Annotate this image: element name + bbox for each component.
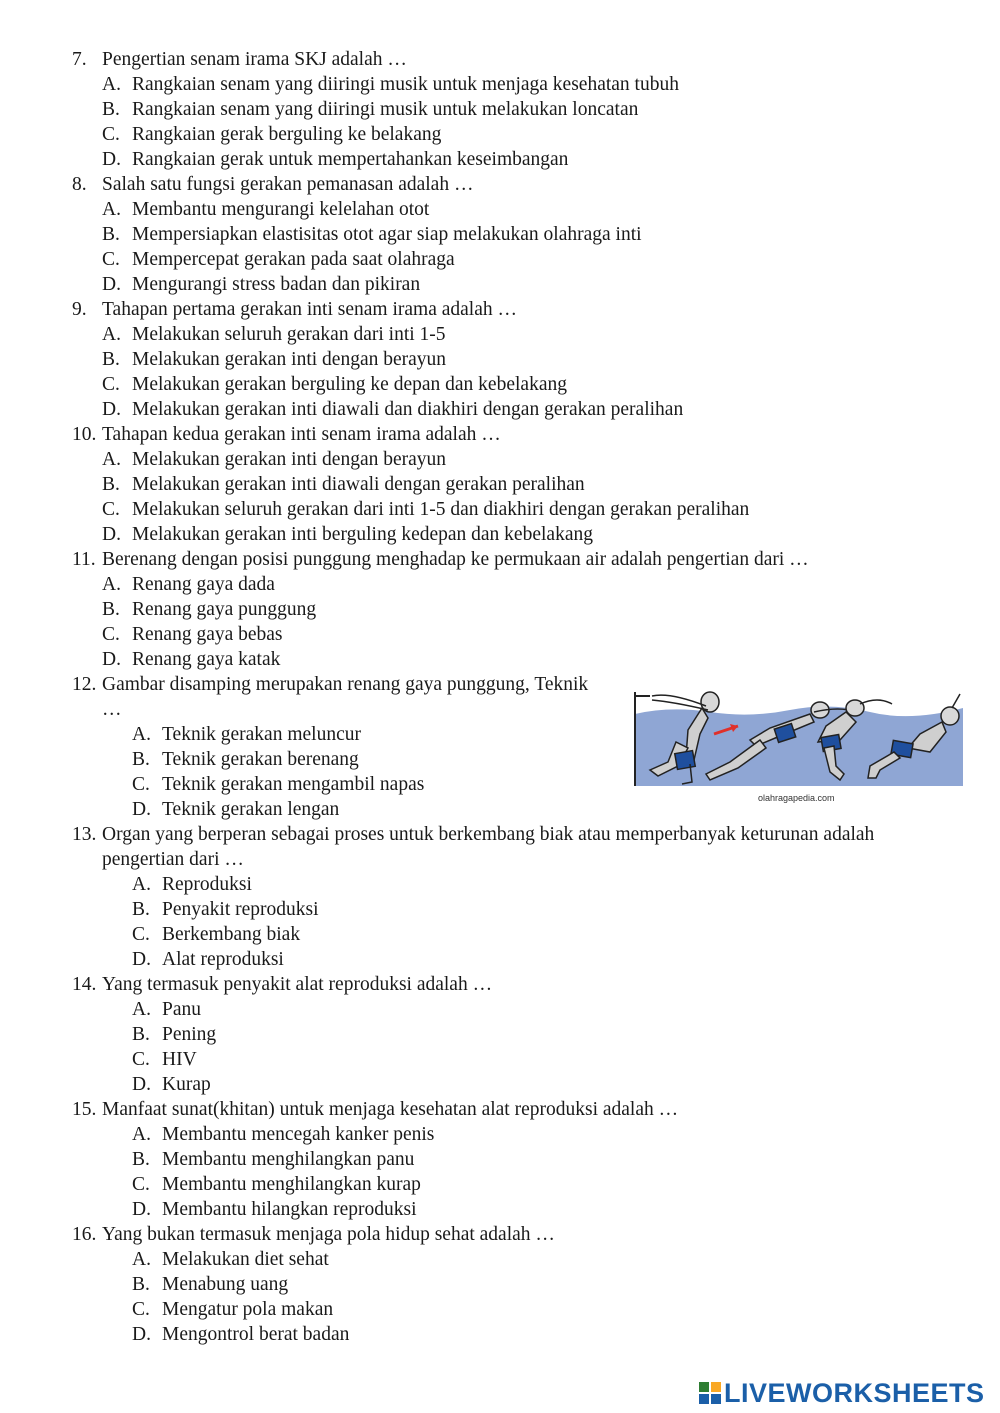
option-text: Melakukan gerakan inti dengan berayun xyxy=(132,449,447,470)
option-text: Kurap xyxy=(162,1074,211,1095)
backstroke-swimmer-illustration xyxy=(630,682,965,807)
option-text: Melakukan seluruh gerakan dari inti 1-5 dan diakhiri dengan gerakan peralihan xyxy=(132,499,750,520)
option-text: Teknik gerakan lengan xyxy=(162,799,340,820)
option-letter: C. xyxy=(102,124,120,145)
option-text: Renang gaya bebas xyxy=(132,624,283,645)
option-text: Melakukan seluruh gerakan dari inti 1-5 xyxy=(132,324,446,345)
option-text: Mengurangi stress badan dan pikiran xyxy=(132,274,421,295)
question-text-continued: pengertian dari … xyxy=(102,849,244,870)
option-letter: A. xyxy=(102,199,121,220)
option-letter: D. xyxy=(102,399,121,420)
question-text: Yang termasuk penyakit alat reproduksi adalah … xyxy=(102,974,493,995)
option-letter: B. xyxy=(102,224,120,245)
option-letter: D. xyxy=(102,149,121,170)
option-text: Alat reproduksi xyxy=(162,949,284,970)
option-letter: D. xyxy=(132,949,151,970)
option-text: Renang gaya dada xyxy=(132,574,275,595)
option-text: Membantu mengurangi kelelahan otot xyxy=(132,199,430,220)
option-letter: D. xyxy=(132,1324,151,1345)
question-number: 10. xyxy=(72,424,97,445)
liveworksheets-logo-icon xyxy=(698,1381,722,1405)
question-text: Salah satu fungsi gerakan pemanasan adalah … xyxy=(102,174,474,195)
option-text: Pening xyxy=(162,1024,217,1045)
option-text: Mempercepat gerakan pada saat olahraga xyxy=(132,249,455,270)
question-text: Pengertian senam irama SKJ adalah … xyxy=(102,49,407,70)
option-letter: A. xyxy=(132,1124,151,1145)
option-letter: A. xyxy=(102,324,121,345)
question-number: 12. xyxy=(72,674,97,695)
option-letter: A. xyxy=(132,874,151,895)
option-letter: A. xyxy=(132,724,151,745)
option-text: Membantu menghilangkan kurap xyxy=(162,1174,421,1195)
question-number: 9. xyxy=(72,299,87,320)
option-text: Mempersiapkan elastisitas otot agar siap melakukan olahraga inti xyxy=(132,224,642,245)
option-text: Melakukan gerakan inti diawali dan diakhiri dengan gerakan peralihan xyxy=(132,399,684,420)
question-number: 8. xyxy=(72,174,87,195)
option-text: Melakukan gerakan inti dengan berayun xyxy=(132,349,447,370)
option-letter: C. xyxy=(132,924,150,945)
option-text: Renang gaya katak xyxy=(132,649,281,670)
option-letter: B. xyxy=(132,1274,150,1295)
question-number: 7. xyxy=(72,49,87,70)
option-letter: D. xyxy=(132,1074,151,1095)
option-text: Berkembang biak xyxy=(162,924,301,945)
option-text: Rangkaian senam yang diiringi musik untuk melakukan loncatan xyxy=(132,99,639,120)
option-letter: B. xyxy=(102,99,120,120)
question-number: 15. xyxy=(72,1099,97,1120)
option-letter: B. xyxy=(102,599,120,620)
question-text: Berenang dengan posisi punggung menghadap ke permukaan air adalah pengertian dari … xyxy=(102,549,809,570)
option-letter: C. xyxy=(102,249,120,270)
logo-text: LIVEWORKSHEETS xyxy=(724,1377,985,1408)
option-letter: B. xyxy=(132,899,150,920)
liveworksheets-logo[interactable] xyxy=(698,1377,985,1409)
option-text: Teknik gerakan berenang xyxy=(162,749,359,770)
option-text: Melakukan diet sehat xyxy=(162,1249,329,1270)
option-letter: B. xyxy=(132,1024,150,1045)
option-text: Rangkaian gerak berguling ke belakang xyxy=(132,124,442,145)
question-text: Manfaat sunat(khitan) untuk menjaga kesehatan alat reproduksi adalah … xyxy=(102,1099,679,1120)
question-text: Yang bukan termasuk menjaga pola hidup sehat adalah … xyxy=(102,1224,555,1245)
option-letter: B. xyxy=(102,474,120,495)
option-text: Melakukan gerakan inti diawali dengan gerakan peralihan xyxy=(132,474,585,495)
option-letter: B. xyxy=(132,1149,150,1170)
option-text: Mengontrol berat badan xyxy=(162,1324,350,1345)
question-text: Gambar disamping merupakan renang gaya punggung, Teknik xyxy=(102,674,589,695)
option-letter: D. xyxy=(102,649,121,670)
option-letter: D. xyxy=(132,799,151,820)
option-letter: C. xyxy=(102,499,120,520)
option-text: Melakukan gerakan berguling ke depan dan kebelakang xyxy=(132,374,567,395)
question-number: 13. xyxy=(72,824,97,845)
option-text: Renang gaya punggung xyxy=(132,599,317,620)
option-letter: D. xyxy=(102,524,121,545)
question-number: 11. xyxy=(72,549,96,570)
option-letter: D. xyxy=(102,274,121,295)
question-text-continued: … xyxy=(102,699,122,720)
option-letter: C. xyxy=(102,624,120,645)
figure-caption: olahragapedia.com xyxy=(758,793,835,803)
option-text: Teknik gerakan meluncur xyxy=(162,724,361,745)
option-letter: C. xyxy=(132,774,150,795)
question-number: 14. xyxy=(72,974,97,995)
option-text: Mengatur pola makan xyxy=(162,1299,334,1320)
question-text: Organ yang berperan sebagai proses untuk berkembang biak atau memperbanyak keturunan adalah xyxy=(102,824,875,845)
option-letter: C. xyxy=(132,1174,150,1195)
option-letter: C. xyxy=(102,374,120,395)
option-text: Reproduksi xyxy=(162,874,252,895)
option-text: Rangkaian gerak untuk mempertahankan keseimbangan xyxy=(132,149,569,170)
option-letter: A. xyxy=(102,574,121,595)
option-letter: D. xyxy=(132,1199,151,1220)
option-text: Rangkaian senam yang diiringi musik untuk menjaga kesehatan tubuh xyxy=(132,74,679,95)
option-text: Membantu mencegah kanker penis xyxy=(162,1124,435,1145)
option-letter: A. xyxy=(102,74,121,95)
option-letter: A. xyxy=(102,449,121,470)
option-text: Teknik gerakan mengambil napas xyxy=(162,774,425,795)
option-text: HIV xyxy=(162,1049,197,1070)
option-letter: B. xyxy=(102,349,120,370)
option-text: Menabung uang xyxy=(162,1274,289,1295)
option-text: Panu xyxy=(162,999,201,1020)
backstroke-swimmer-icon xyxy=(630,682,965,807)
option-letter: C. xyxy=(132,1049,150,1070)
option-text: Membantu hilangkan reproduksi xyxy=(162,1199,417,1220)
option-text: Penyakit reproduksi xyxy=(162,899,319,920)
option-letter: C. xyxy=(132,1299,150,1320)
question-12-stem-continued xyxy=(102,697,122,722)
question-13-stem-continued xyxy=(102,847,244,872)
question-number: 16. xyxy=(72,1224,97,1245)
option-letter: B. xyxy=(132,749,150,770)
question-text: Tahapan kedua gerakan inti senam irama adalah … xyxy=(102,424,501,445)
option-text: Membantu menghilangkan panu xyxy=(162,1149,415,1170)
option-text: Melakukan gerakan inti berguling kedepan dan kebelakang xyxy=(132,524,593,545)
question-text: Tahapan pertama gerakan inti senam irama adalah … xyxy=(102,299,517,320)
option-letter: A. xyxy=(132,999,151,1020)
option-letter: A. xyxy=(132,1249,151,1270)
